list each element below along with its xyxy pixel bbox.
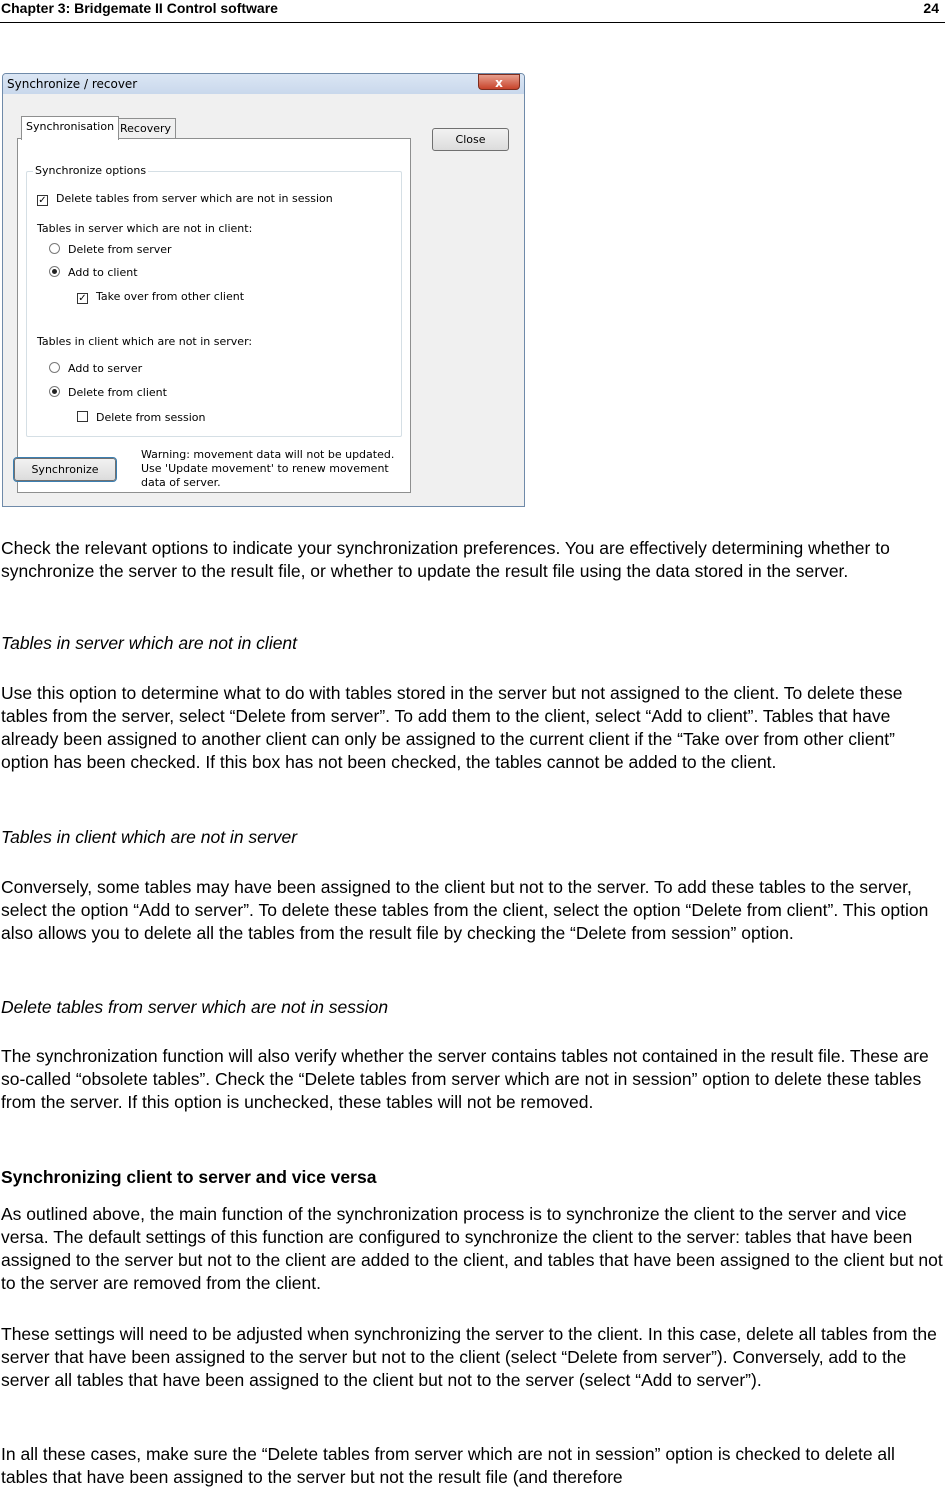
paragraph: As outlined above, the main function of the synchronization process is to synchronize the client to the server and vice versa. The default settings of this function are configured to synchronize the client to the server: tables that have been assigned to the server but not to the client are added to the client, and tables that have been assigned to the client but not to the server are removed from the client.	[1, 1204, 943, 1293]
paragraph: Use this option to determine what to do with tables stored in the server but not assigned to the client. To delete these tables from the server, select “Delete from server”. To add them to the client, select “Add to client”. Tables that have already been assigned to another client can only be assigned to the current client if the “Take over from other client” option has been checked. If this box has not been checked, the tables cannot be added to the client.	[1, 683, 903, 772]
paragraph: In all these cases, make sure the “Delete tables from server which are not in session” option is checked to delete all tables that have been assigned to the server but not the result file (and therefore	[1, 1444, 895, 1487]
radio-unselected-icon[interactable]	[49, 362, 60, 373]
add-to-client-option[interactable]	[49, 265, 138, 281]
window-close-icon[interactable]: x	[478, 74, 520, 90]
paragraph: Conversely, some tables may have been assigned to the client but not to the server. To add these tables to the server, select the option “Add to server”. To delete these tables from the client, select the option “Delete from client”. This option also allows you to delete all the tables from the result file by checking the “Delete from session” option.	[1, 877, 929, 943]
subheading: Tables in server which are not in client	[1, 633, 298, 653]
section-heading: Synchronizing client to server and vice versa	[1, 1167, 377, 1187]
warning-text: Warning: movement data will not be updated. Use 'Update movement' to renew movement data of server.	[141, 448, 395, 489]
option-label: Delete from client	[68, 386, 167, 399]
checkbox-checked-icon[interactable]: ✓	[78, 293, 87, 304]
paragraph: Check the relevant options to indicate your synchronization preferences. You are effectively determining whether to synchronize the server to the result file, or whether to update the result file using the data stored in the server.	[1, 538, 890, 581]
radio-selected-icon[interactable]	[49, 386, 60, 397]
delete-tables-not-in-session-option[interactable]	[37, 191, 333, 207]
delete-from-client-option[interactable]	[49, 385, 167, 401]
checkbox-unchecked-icon[interactable]	[77, 411, 88, 422]
delete-from-server-option[interactable]	[49, 242, 172, 258]
synchronisation-panel	[17, 138, 411, 493]
subheading: Tables in client which are not in server	[1, 827, 298, 847]
dialog-titlebar	[3, 74, 524, 94]
tab-synchronisation[interactable]: Synchronisation	[21, 116, 119, 140]
option-label: Take over from other client	[96, 290, 245, 303]
option-label: Delete tables from server which are not in session	[56, 192, 333, 205]
delete-from-session-option[interactable]	[77, 410, 205, 426]
subheading: Delete tables from server which are not in session	[1, 997, 389, 1017]
take-over-option[interactable]	[77, 289, 244, 305]
option-label: Add to client	[68, 266, 138, 279]
radio-selected-icon[interactable]	[49, 266, 60, 277]
server-not-in-client-label: Tables in server which are not in client:	[37, 222, 253, 235]
chapter-title: Chapter 3: Bridgemate II Control software	[1, 0, 278, 16]
client-not-in-server-label: Tables in client which are not in server:	[37, 335, 253, 348]
synchronize-options-group	[26, 164, 402, 437]
dialog-title: Synchronize / recover	[7, 77, 138, 91]
checkbox-checked-icon[interactable]: ✓	[38, 195, 47, 206]
tab-recovery[interactable]: Recovery	[115, 118, 176, 139]
group-title: Synchronize options	[35, 164, 147, 177]
page-header	[0, 0, 945, 23]
dialog-client-area	[3, 94, 524, 506]
add-to-server-option[interactable]	[49, 361, 142, 377]
page-number: 24	[923, 0, 939, 16]
paragraph: These settings will need to be adjusted when synchronizing the server to the client. In this case, delete all tables from the server that have been assigned to the server but not to the client (select “Delete from server”). Conversely, add to the server all tables that have been assigned to the client but not to the server (select “Add to server”).	[1, 1324, 937, 1390]
close-button[interactable]: Close	[432, 128, 509, 151]
synchronize-button[interactable]: Synchronize	[14, 458, 116, 481]
radio-unselected-icon[interactable]	[49, 243, 60, 254]
option-label: Add to server	[68, 362, 143, 375]
synchronize-dialog	[2, 73, 525, 507]
option-label: Delete from server	[68, 243, 172, 256]
paragraph: The synchronization function will also verify whether the server contains tables not contained in the result file. These are so-called “obsolete tables”. Check the “Delete tables from server which are not in session” option to delete these tables from the server. If this option is unchecked, these tables will not be removed.	[1, 1046, 929, 1112]
option-label: Delete from session	[96, 411, 206, 424]
